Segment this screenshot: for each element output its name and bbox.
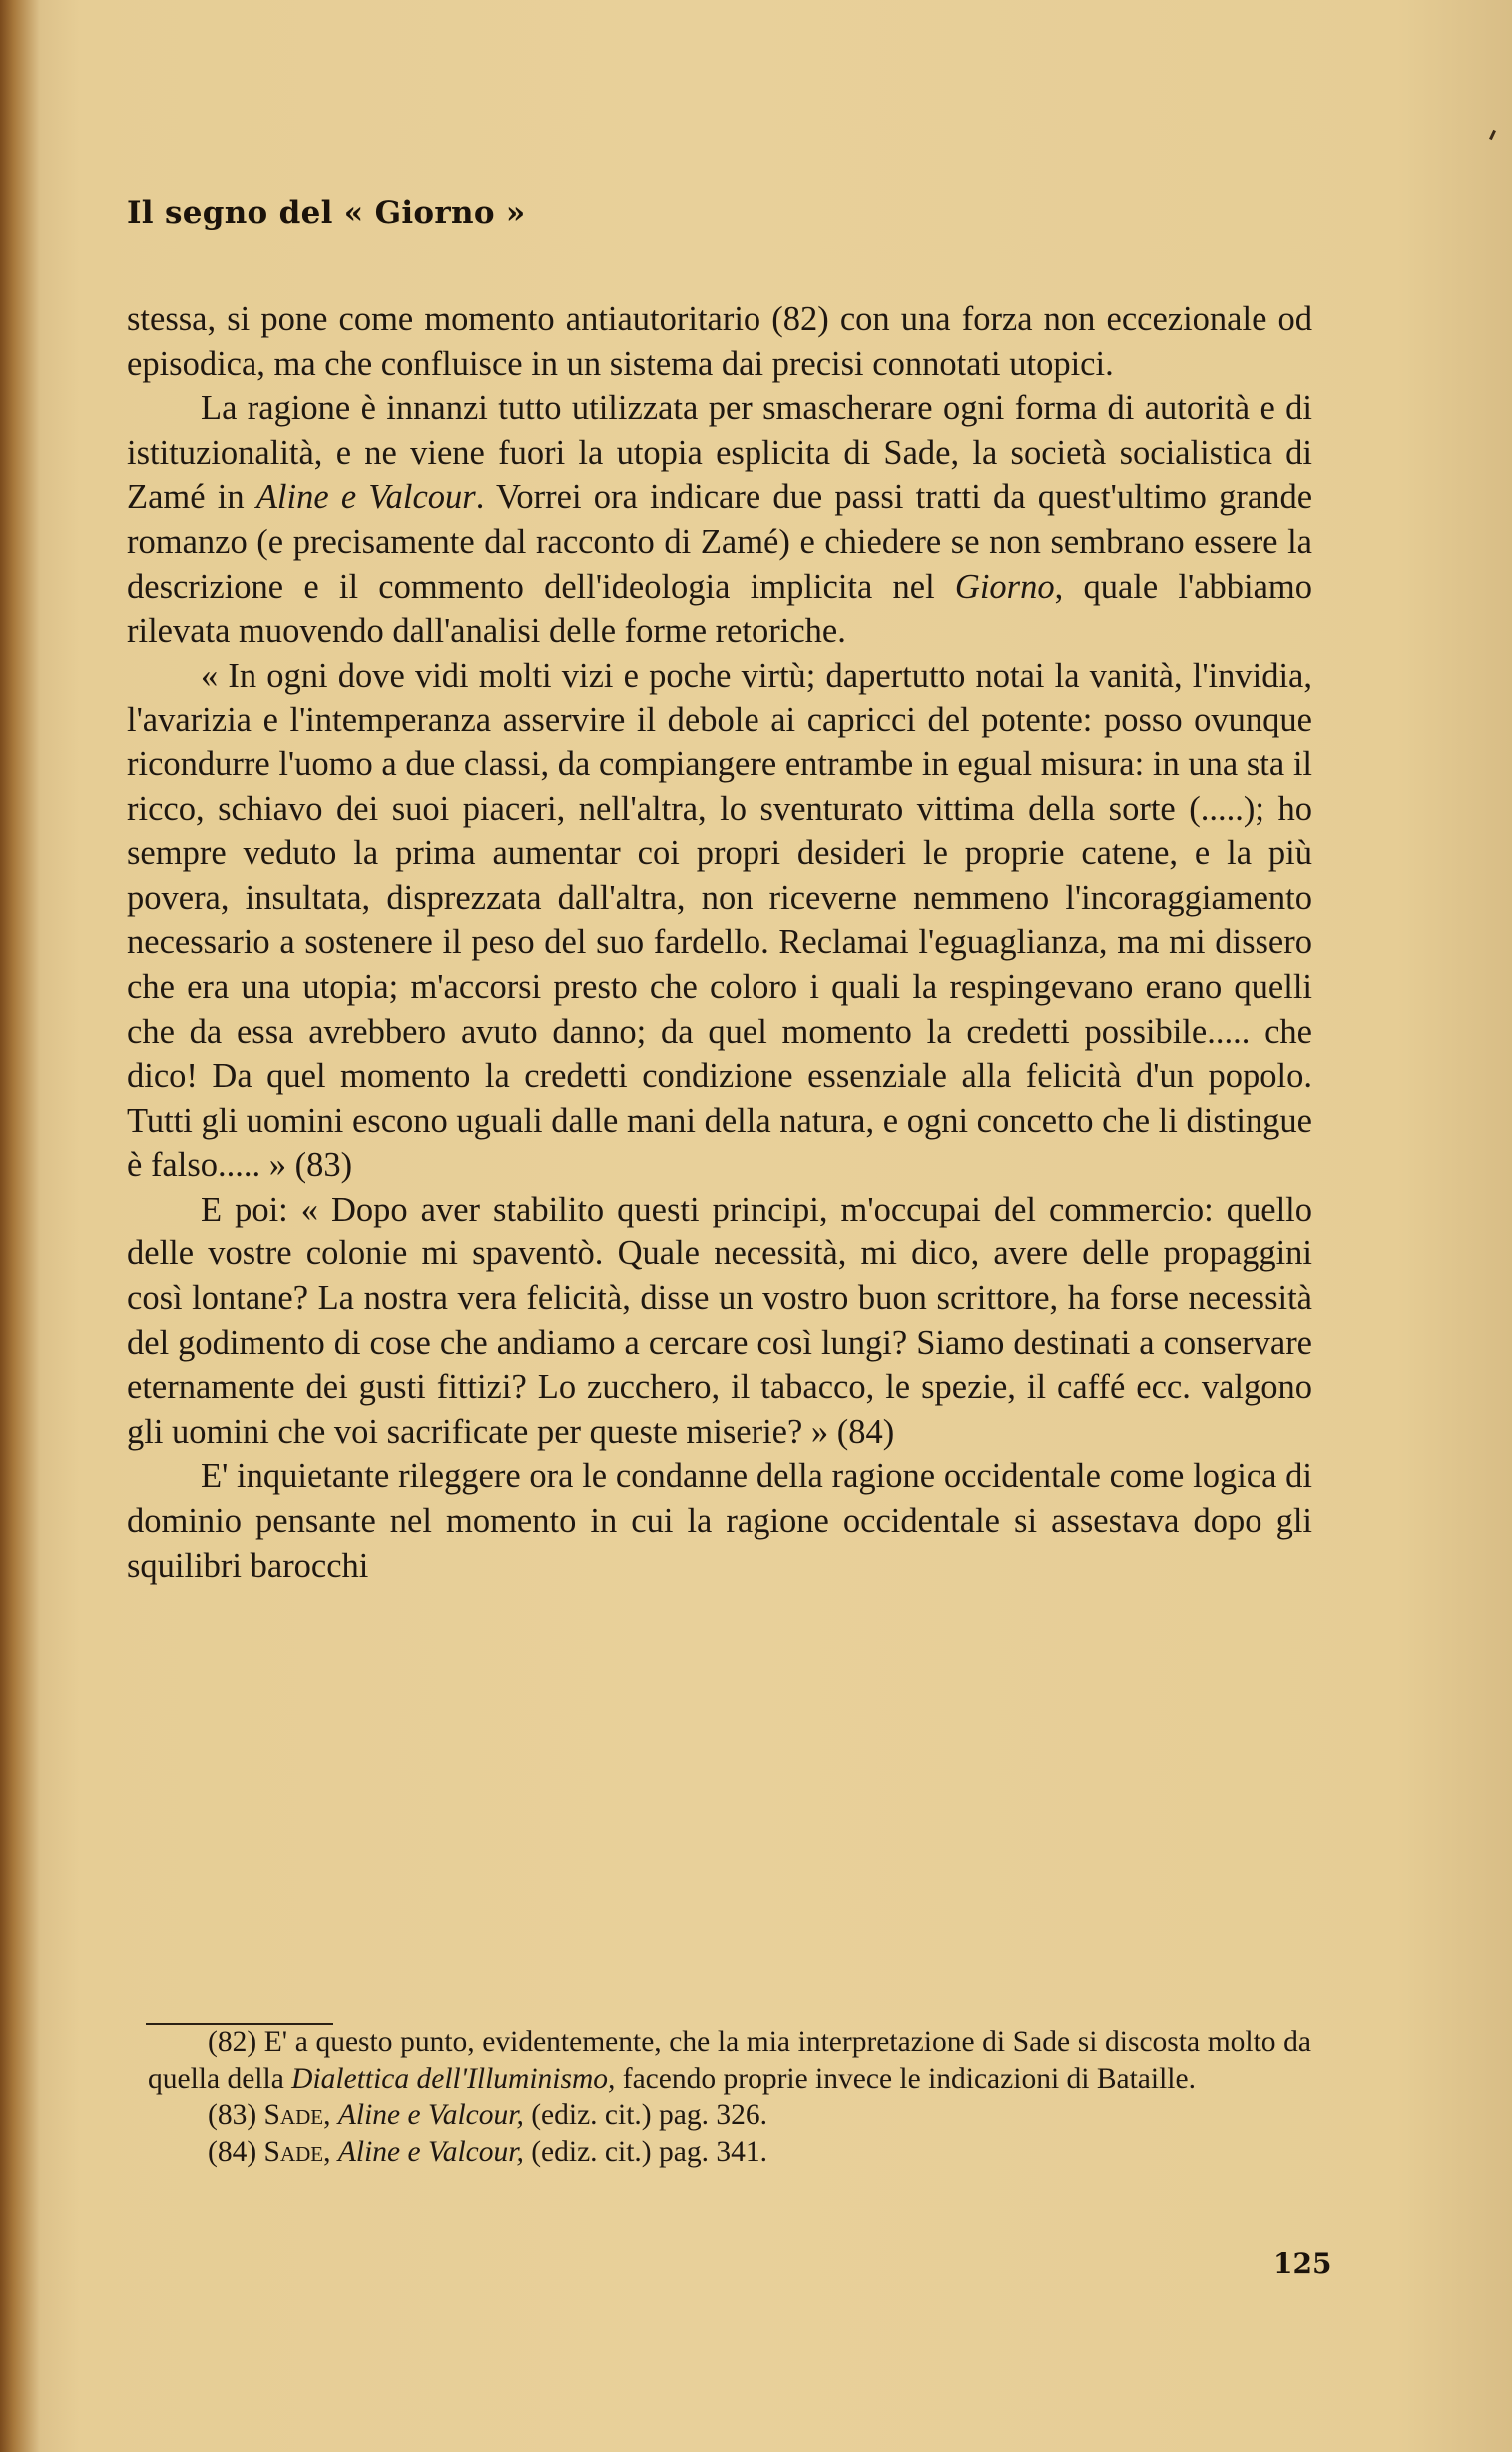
footnote-82	[148, 2024, 1311, 2097]
quotation-84: E poi: « Dopo aver stabilito questi principi, m'occupai del commercio: quello delle vostre colonie mi spaventò. Quale necessità, mi dico, avere delle propaggini così lontane? La nostra vera felicità, disse un vostro buon scrittore, ha forse necessità del godimento di cose che andiamo a cercare così lungi? Siamo destinati a conservare eternamente dei gusti fittizi? Lo zucchero, il tabacco, le spezie, il caffé ecc. valgono gli uomini che voi sacrificate per queste miserie? » (84)	[127, 1190, 1312, 1451]
footnote-83	[148, 2097, 1311, 2134]
footnote-83-number: (83)	[208, 2099, 264, 2131]
footnote-84-author: Sade,	[263, 2135, 331, 2168]
footnote-84-title: Aline e Valcour,	[337, 2135, 524, 2168]
title-aline-e-valcour: Aline e Valcour	[255, 478, 476, 517]
quotation-83: « In ogni dove vidi molti vizi e poche virtù; dapertutto notai la vanità, l'invidia, l'avarizia e l'intemperanza asservire il debole ai capricci del potente: posso ovunque ricondurre l'uomo a due classi, da compiangere entrambe in egual misura: in una sta il ricco, schiavo dei suoi piaceri, nell'altra, lo sventurato vittima della sorte (.....); ho sempre veduto la prima aumentar coi propri desideri le proprie catene, e la più povera, insultata, disprezzata dall'altra, non riceverne nemmeno l'incoraggiamento necessario a sostenere il peso del suo fardello. Reclamai l'eguaglianza, ma mi dissero che era una utopia; m'accorsi presto che coloro i quali la respingevano erano quelli che da essa avrebbero avuto danno; da quel momento la credetti possibile..... che dico! Da quel momento la credetti condizione essenziale alla felicità d'un popolo. Tutti gli uomini escono uguali dalle mani della natura, e ogni concetto che li distingue è falso..... » (83)	[127, 656, 1312, 1185]
footnote-83-title: Aline e Valcour,	[337, 2099, 524, 2131]
main-text	[127, 297, 1312, 1588]
page-number: 125	[1273, 2247, 1332, 2280]
paragraph-2-part-c: , quale l'abbiamo rilevata muovendo dall'analisi delle forme retoriche.	[127, 567, 1312, 651]
paragraph-2-part-a: La ragione è innanzi tutto utilizzata per smascherare ogni forma di autorità e di istituzionalità, e ne viene fuori la utopia esplicita di Sade, la società socialistica di Zamé in	[127, 389, 1312, 517]
footnote-84-number: (84)	[208, 2135, 264, 2168]
footnote-84	[148, 2134, 1311, 2171]
footnote-82-part-a: (82) E' a questo punto, evidentemente, che la mia interpretazione di Sade si discosta molto da quella della	[148, 2026, 1311, 2095]
footnote-83-author: Sade,	[263, 2099, 331, 2131]
running-header: Il segno del « Giorno »	[127, 195, 526, 231]
footnotes	[148, 2024, 1311, 2170]
title-giorno: Giorno	[954, 567, 1055, 606]
footnote-84-reference: (ediz. cit.) pag. 341.	[523, 2135, 767, 2168]
paragraph-2	[127, 386, 1312, 654]
paragraph-2-part-b: . Vorrei ora indicare due passi tratti da quest'ultimo grande romanzo (e precisamente dal racconto di Zamé) e chiedere se non sembrano essere la descrizione e il commento dell'ideologia implicita nel	[127, 478, 1313, 606]
ink-mark	[1489, 130, 1496, 140]
paragraph-5: E' inquietante rileggere ora le condanne della ragione occidentale come logica di dominio pensante nel momento in cui la ragione occidentale si assestava dopo gli squilibri barocchi	[127, 1457, 1312, 1585]
footnote-82-part-b: facendo proprie invece le indicazioni di Bataille.	[615, 2062, 1196, 2095]
paragraph-1: stessa, si pone come momento antiautoritario (82) con una forza non eccezionale od episodica, ma che confluisce in un sistema dai precisi connotati utopici.	[127, 300, 1312, 383]
footnote-82-title: Dialettica dell'Illuminismo,	[291, 2062, 616, 2095]
footnote-83-reference: (ediz. cit.) pag. 326.	[523, 2099, 767, 2131]
